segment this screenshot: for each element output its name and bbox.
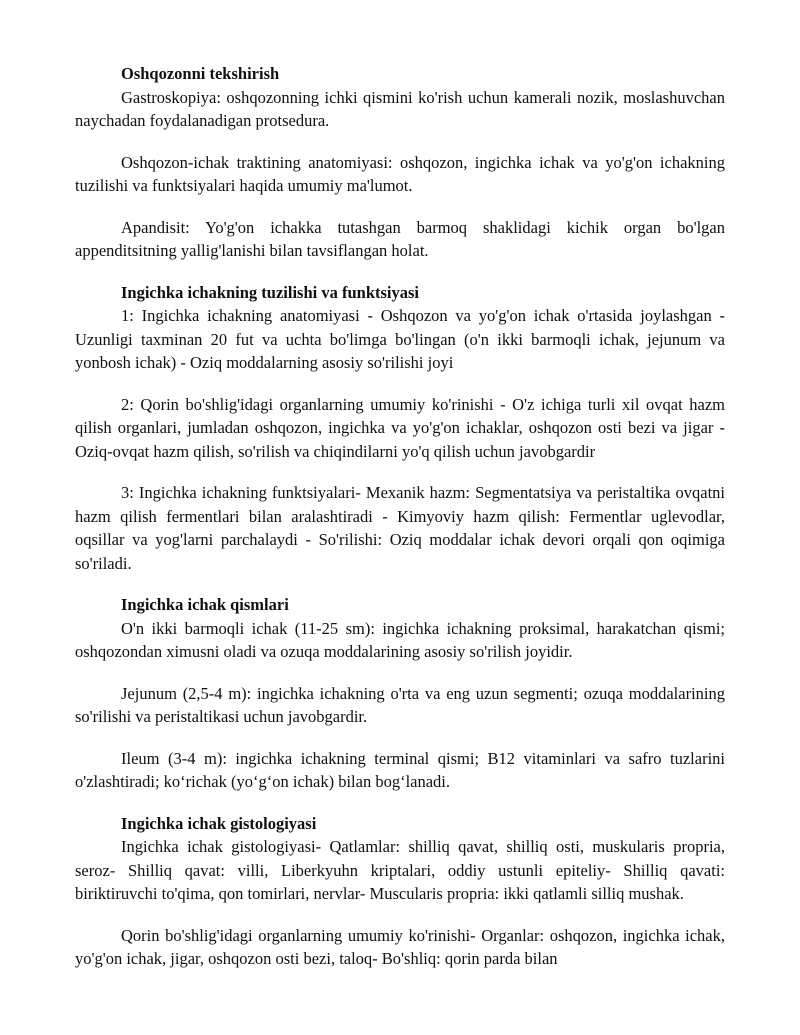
paragraph: Apandisit: Yo'g'on ichakka tutashgan barmoq shaklidagi kichik organ bo'lgan appenditsitning yallig'lanishi bilan tavsiflangan holat. [75, 217, 725, 260]
section-heading: Oshqozonni tekshirish [121, 64, 280, 83]
paragraph: Ileum (3-4 m): ingichka ichakning terminal qismi; B12 vitaminlari va safro tuzlarini o'zlashtiradi; ko‘richak (yo‘g‘on ichak) bilan bog‘lanadi. [75, 748, 725, 791]
section-heading: Ingichka ichak qismlari [121, 595, 289, 614]
section-heading: Ingichka ichak gistologiyasi [121, 813, 317, 833]
paragraph: Gastroskopiya: oshqozonning ichki qismini ko'rish uchun kamerali nozik, moslashuvchan naychadan foydalanadigan protsedura. [75, 87, 725, 130]
paragraph: Oshqozon-ichak traktining anatomiyasi: oshqozon, ingichka ichak va yo'g'on ichakning tuzilishi va funktsiyalari haqida umumiy ma'lumot. [75, 152, 725, 195]
paragraph: 2: Qorin bo'shlig'idagi organlarning umumiy ko'rinishi - O'z ichiga turli xil ovqat hazm qilish organlari, jumladan oshqozon, ingichka va yo'g'on ichaklar, oshqozon osti bezi va jigar - Oziq-ovqat hazm qilish, so'rilish va chiqindilarni yo'q qilish uchun javobgardir [75, 394, 725, 461]
section-stomach-examination [75, 62, 725, 263]
document-page [75, 62, 725, 989]
paragraph: Jejunum (2,5-4 m): ingichka ichakning o'rta va eng uzun segmenti; ozuqa moddalarining so'rilishi va peristaltikasi uchun javobgardir. [75, 683, 725, 726]
paragraph: O'n ikki barmoqli ichak (11-25 sm): ingichka ichakning proksimal, harakatchan qismi; oshqozondan ximusni oladi va ozuqa moddalarining asosiy so'rilish joyidir. [75, 618, 725, 661]
section-small-intestine-parts [75, 593, 725, 794]
section-small-intestine-structure [75, 281, 725, 576]
section-small-intestine-histology [75, 812, 725, 971]
paragraph: Ingichka ichak gistologiyasi- Qatlamlar: shilliq qavat, shilliq osti, muskularis propria, seroz- Shilliq qavat: villi, Liberkyuhn kriptalari, oddiy ustunli epiteliy- Shilliq qavati: biriktiruvchi to'qima, qon tomirlari, nervlar- Muscularis propria: ikki qatlamli silliq mushak. [75, 837, 725, 903]
paragraph: Qorin bo'shlig'idagi organlarning umumiy ko'rinishi- Organlar: oshqozon, ingichka ichak, yo'g'on ichak, jigar, oshqozon osti bezi, taloq- Bo'shliq: qorin parda bilan [75, 925, 725, 968]
paragraph: 3: Ingichka ichakning funktsiyalari- Mexanik hazm: Segmentatsiya va peristaltika ovqatni hazm qilish fermentlari bilan aralashtiradi - Kimyoviy hazm qilish: Fermentlar uglevodlar, oqsillar va yog'larni parchalaydi - So'rilishi: Oziq moddalar ichak devori orqali qon oqimiga so'riladi. [75, 483, 725, 573]
section-heading: Ingichka ichakning tuzilishi va funktsiyasi [121, 282, 420, 302]
paragraph: 1: Ingichka ichakning anatomiyasi - Oshqozon va yo'g'on ichak o'rtasida joylashgan - Uzunligi taxminan 20 fut va uchta bo'limga bo'lingan (o'n ikki barmoqli ichak, jejunum va yonbosh ichak) - Oziq moddalarning asosiy so'rilishi joyi [75, 306, 725, 372]
